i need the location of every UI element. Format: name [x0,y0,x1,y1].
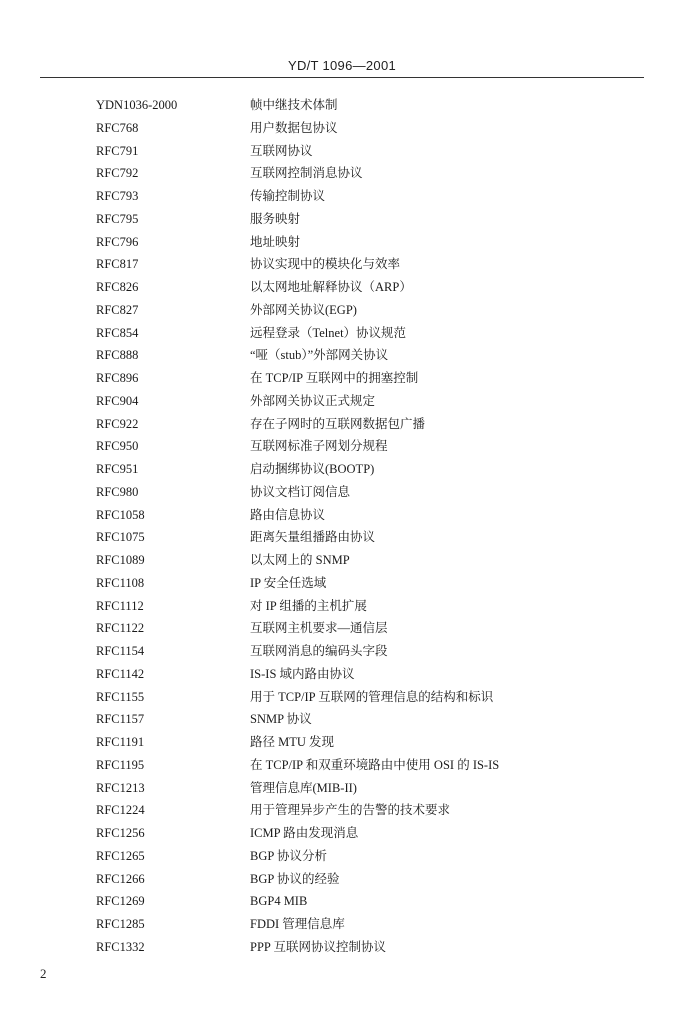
reference-code: RFC791 [96,143,139,158]
reference-title: IP 安全任选域 [250,575,327,590]
reference-title: 在 TCP/IP 互联网中的拥塞控制 [250,371,419,385]
reference-title: 以太网地址解释协议（ARP） [250,280,412,294]
reference-code: RFC1191 [96,735,145,749]
reference-row [0,595,684,618]
reference-row [0,413,684,436]
reference-title: 互联网主机要求—通信层 [250,621,388,636]
reference-code: RFC827 [96,302,139,317]
reference-row [0,299,684,322]
reference-row [0,390,684,413]
reference-row [0,799,684,822]
reference-title: 管理信息库(MIB-II) [250,780,357,795]
reference-title: 存在子网时的互联网数据包广播 [250,416,426,431]
reference-row [0,344,684,367]
reference-code: RFC1266 [96,871,145,886]
reference-row [0,231,684,254]
reference-row [0,94,684,117]
reference-row [0,253,684,276]
reference-code: RFC793 [96,189,139,203]
reference-row [0,822,684,845]
reference-row [0,367,684,390]
reference-code: RFC796 [96,234,139,249]
reference-title: 互联网协议 [250,143,313,158]
reference-title: 在 TCP/IP 和双重环境路由中使用 OSI 的 IS-IS [250,757,500,772]
reference-title: SNMP 协议 [250,712,312,727]
reference-row [0,481,684,504]
reference-title: BGP4 MIB [250,894,308,909]
reference-code: RFC951 [96,462,139,476]
reference-code: RFC1122 [96,621,145,636]
reference-title: 用于管理异步产生的告警的技术要求 [250,803,451,818]
reference-code: RFC795 [96,211,139,226]
reference-row [0,731,684,754]
reference-code: RFC1213 [96,780,145,795]
page-number: 2 [40,966,47,981]
reference-row [0,663,684,686]
reference-title: 互联网标准子网划分规程 [250,439,388,454]
reference-row [0,686,684,709]
reference-row [0,640,684,663]
reference-title: 传输控制协议 [250,189,326,203]
reference-title: 外部网关协议(EGP) [250,302,357,317]
reference-code: RFC1075 [96,530,145,545]
reference-code: RFC1089 [96,553,145,567]
reference-row [0,458,684,481]
reference-code: RFC1154 [96,644,145,658]
reference-code: RFC1157 [96,712,145,727]
reference-row [0,276,684,299]
reference-code: YDN1036-2000 [96,98,178,112]
reference-code: RFC950 [96,439,139,454]
reference-row [0,185,684,208]
reference-row [0,913,684,936]
reference-code: RFC1265 [96,848,145,863]
reference-code: RFC1332 [96,939,145,954]
reference-title: 启动捆绑协议(BOOTP) [250,462,375,476]
reference-row [0,504,684,527]
reference-row [0,435,684,458]
reference-code: RFC1269 [96,894,145,909]
reference-title: 以太网上的 SNMP [250,553,350,567]
reference-title: 协议文档订阅信息 [250,484,351,499]
reference-list [0,94,684,959]
reference-row [0,549,684,572]
reference-code: RFC1195 [96,757,145,772]
reference-row [0,162,684,185]
reference-code: RFC792 [96,166,139,181]
reference-row [0,617,684,640]
reference-row [0,526,684,549]
reference-code: RFC1256 [96,826,145,840]
reference-row [0,140,684,163]
reference-code: RFC826 [96,280,139,294]
reference-code: RFC854 [96,325,139,340]
reference-row [0,936,684,959]
reference-title: 互联网消息的编码头字段 [250,644,388,658]
reference-code: RFC1224 [96,803,145,818]
reference-title: 服务映射 [250,211,301,226]
header-rule [40,77,644,78]
reference-code: RFC888 [96,348,139,363]
reference-code: RFC1058 [96,507,145,522]
reference-code: RFC1112 [96,598,144,613]
reference-title: BGP 协议分析 [250,848,327,863]
standard-code: YD/T 1096—2001 [287,58,397,73]
reference-row [0,868,684,891]
reference-code: RFC904 [96,393,139,408]
reference-row [0,708,684,731]
reference-title: 路由信息协议 [250,507,326,522]
reference-title: 外部网关协议正式规定 [250,393,376,408]
reference-title: 距离矢量组播路由协议 [250,530,376,545]
reference-row [0,845,684,868]
reference-row [0,754,684,777]
reference-title: FDDI 管理信息库 [250,917,345,931]
reference-code: RFC1155 [96,689,145,704]
reference-row [0,117,684,140]
reference-title: 路径 MTU 发现 [250,735,335,749]
reference-title: “哑（stub）”外部网关协议 [250,348,389,363]
reference-code: RFC922 [96,416,139,431]
reference-code: RFC1285 [96,917,145,931]
reference-code: RFC768 [96,120,139,135]
reference-title: 协议实现中的模块化与效率 [250,257,401,272]
reference-row [0,322,684,345]
reference-code: RFC980 [96,484,139,499]
reference-title: 对 IP 组播的主机扩展 [250,598,367,613]
reference-title: IS-IS 域内路由协议 [250,666,355,681]
reference-code: RFC896 [96,371,139,385]
reference-row [0,208,684,231]
reference-title: BGP 协议的经验 [250,871,340,886]
reference-title: 用于 TCP/IP 互联网的管理信息的结构和标识 [250,689,494,704]
reference-row [0,890,684,913]
reference-title: 远程登录（Telnet）协议规范 [250,325,407,340]
reference-title: 地址映射 [250,234,301,249]
reference-code: RFC1108 [96,575,145,590]
reference-code: RFC817 [96,257,139,272]
reference-title: ICMP 路由发现消息 [250,826,359,840]
reference-title: 用户数据包协议 [250,120,338,135]
reference-code: RFC1142 [96,666,145,681]
reference-row [0,572,684,595]
reference-row [0,777,684,800]
reference-title: PPP 互联网协议控制协议 [250,939,387,954]
reference-title: 互联网控制消息协议 [250,166,363,181]
reference-title: 帧中继技术体制 [250,98,338,112]
document-header [0,58,684,73]
